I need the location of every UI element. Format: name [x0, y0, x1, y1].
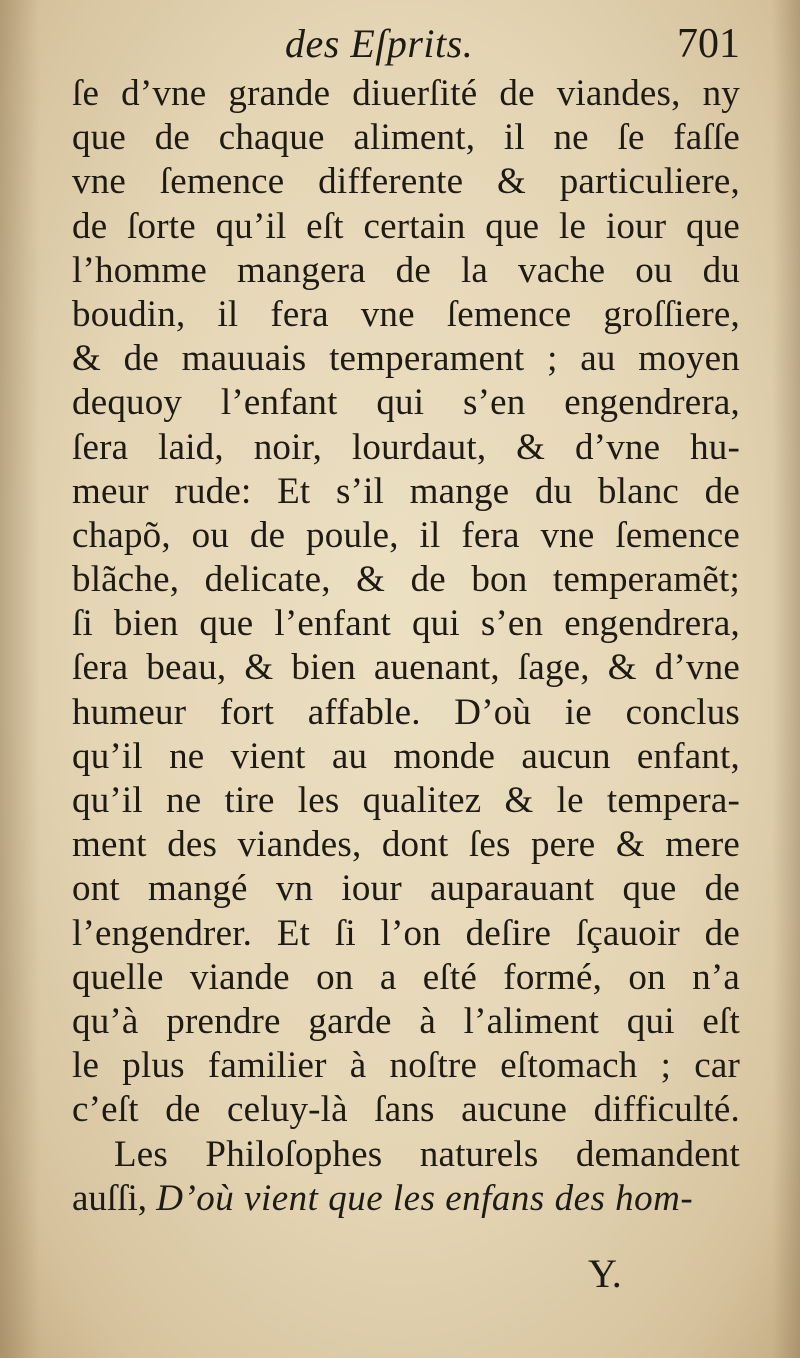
text-line: chapõ, ou de poule, il fera vne ſemence	[72, 514, 740, 556]
running-title: des Eſprits.	[285, 21, 474, 66]
text-line: & de mauuais temperament ; au moyen	[72, 338, 740, 380]
text-line: c’eſt de celuy-là ſans aucune difficulté.	[72, 1089, 740, 1131]
last-text-line	[72, 1177, 740, 1221]
text-line: boudin, il fera vne ſemence groſſiere,	[72, 293, 740, 335]
text-line: de ſorte qu’il eſt certain que le iour que	[72, 205, 740, 247]
last-line-italic: D’où vient que les enfans des hom-	[156, 1177, 694, 1219]
text-line: l’homme mangera de la vache ou du	[72, 249, 740, 291]
page-number: 701	[677, 21, 740, 67]
text-line: que de chaque aliment, il ne ſe faſſe	[72, 117, 740, 159]
signature-mark: Y.	[588, 1251, 622, 1296]
paragraph-start-line: Les Philoſophes naturels demandent	[114, 1133, 740, 1175]
running-head	[75, 18, 740, 70]
text-line: humeur fort affable. D’où ie conclus	[72, 691, 740, 733]
text-line: dequoy l’enfant qui s’en engendrera,	[72, 382, 740, 424]
text-line: ſi bien que l’enfant qui s’en engendrera,	[72, 603, 740, 645]
text-line: vne ſemence differente & particuliere,	[72, 161, 740, 203]
text-line: ment des viandes, dont ſes pere & mere	[72, 824, 740, 866]
text-line: ſera beau, & bien auenant, ſage, & d’vne	[72, 647, 740, 689]
text-line: ſera laid, noir, lourdaut, & d’vne hu-	[72, 426, 740, 468]
text-line: qu’à prendre garde à l’aliment qui eſt	[72, 1000, 740, 1042]
text-line: qu’il ne vient au monde aucun enfant,	[72, 735, 740, 777]
text-line: meur rude: Et s’il mange du blanc de	[72, 470, 740, 512]
text-line: blãche, delicate, & de bon temperamẽt;	[72, 559, 740, 601]
text-line: le plus familier à noſtre eſtomach ; car	[72, 1045, 740, 1087]
last-line-roman: auſſi,	[72, 1177, 148, 1219]
text-line: qu’il ne tire les qualitez & le tempera-	[72, 780, 740, 821]
text-line: quelle viande on a eſté formé, on n’a	[72, 956, 740, 998]
body-text	[72, 72, 740, 1221]
text-line: ſe d’vne grande diuerſité de viandes, ny	[72, 73, 740, 114]
text-line: ont mangé vn iour auparauant que de	[72, 868, 740, 910]
text-line: l’engendrer. Et ſi l’on deſire ſçauoir de	[72, 912, 740, 954]
